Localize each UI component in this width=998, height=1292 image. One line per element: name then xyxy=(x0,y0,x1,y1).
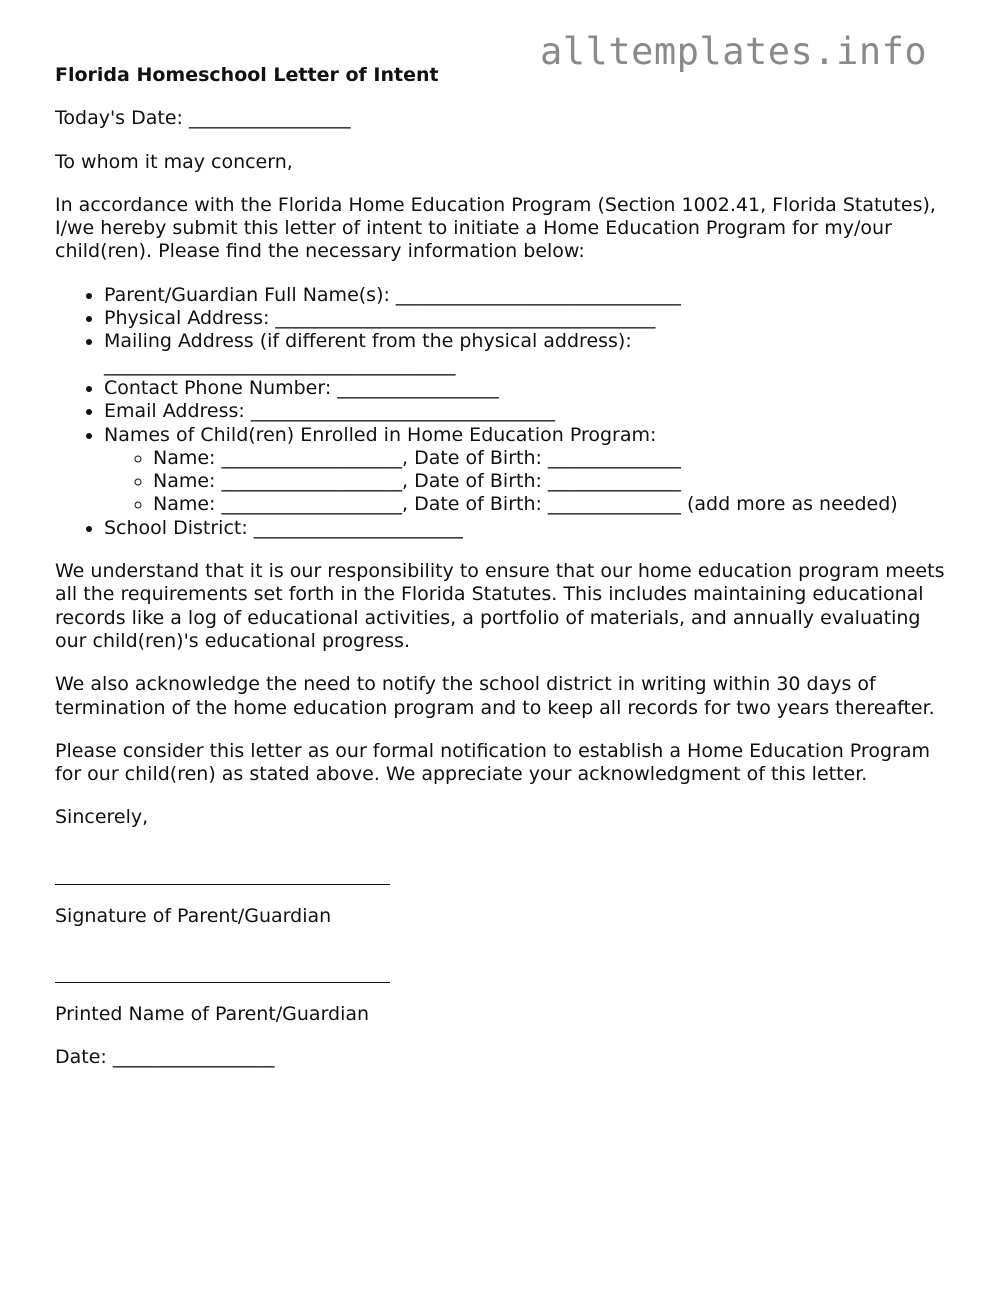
consider-paragraph: Please consider this letter as our formal notification to establish a Home Education Program for our child(ren) as stated above. We appreciate your acknowledgment of this letter. xyxy=(55,739,930,786)
document-title: Florida Homeschool Letter of Intent xyxy=(55,64,439,86)
phone-field: • Contact Phone Number: _________________ xyxy=(104,377,955,400)
signature-line xyxy=(55,862,390,885)
responsibility-paragraph: We understand that it is our responsibility to ensure that our home education program meets all the requirements set forth in the Florida Statutes. This includes maintaining educational records like a log of educational activities, a portfolio of materials, and annually evaluating our child(ren)'s educational progress. xyxy=(55,560,945,652)
child-entry-2: ◦ Name: ___________________, Date of Birth: ______________ xyxy=(153,470,955,493)
closing: Sincerely, xyxy=(55,806,149,829)
letter-document xyxy=(55,64,955,1090)
child-entry-3: ◦ Name: ___________________, Date of Birth: ______________ (add more as needed) xyxy=(153,493,955,516)
todays-date-line: Today's Date: _________________ xyxy=(55,107,351,130)
physical-address-field: • Physical Address: ________________________________________ xyxy=(104,307,955,330)
printed-name-label: Printed Name of Parent/Guardian xyxy=(55,1003,370,1026)
signature-label: Signature of Parent/Guardian xyxy=(55,904,332,927)
info-field-list xyxy=(55,284,955,540)
parent-name-field: • Parent/Guardian Full Name(s): ______________________________ xyxy=(104,284,955,307)
date-line: Date: _________________ xyxy=(55,1046,275,1069)
acknowledge-paragraph: We also acknowledge the need to notify the school district in writing within 30 days of termination of the home education program and to keep all records for two years thereafter. xyxy=(55,673,935,719)
child-entry-1: ◦ Name: ___________________, Date of Birth: ______________ xyxy=(153,447,955,470)
salutation: To whom it may concern, xyxy=(55,150,293,173)
children-label: Names of Child(ren) Enrolled in Home Education Program: xyxy=(104,423,657,446)
children-field xyxy=(104,424,955,517)
children-list xyxy=(104,447,955,517)
printed-name-line xyxy=(55,960,390,983)
watermark: alltemplates.info xyxy=(540,30,928,73)
intro-paragraph: In accordance with the Florida Home Education Program (Section 1002.41, Florida Statutes), I/we hereby submit this letter of intent to initiate a Home Education Program for my/our child(ren). Please find the necessary information below: xyxy=(55,193,936,263)
school-district-field: • School District: ______________________ xyxy=(104,517,955,540)
mailing-address-field: • Mailing Address (if different from the physical address): _____________________________________ xyxy=(104,330,955,377)
email-field: • Email Address: ________________________________ xyxy=(104,400,955,423)
